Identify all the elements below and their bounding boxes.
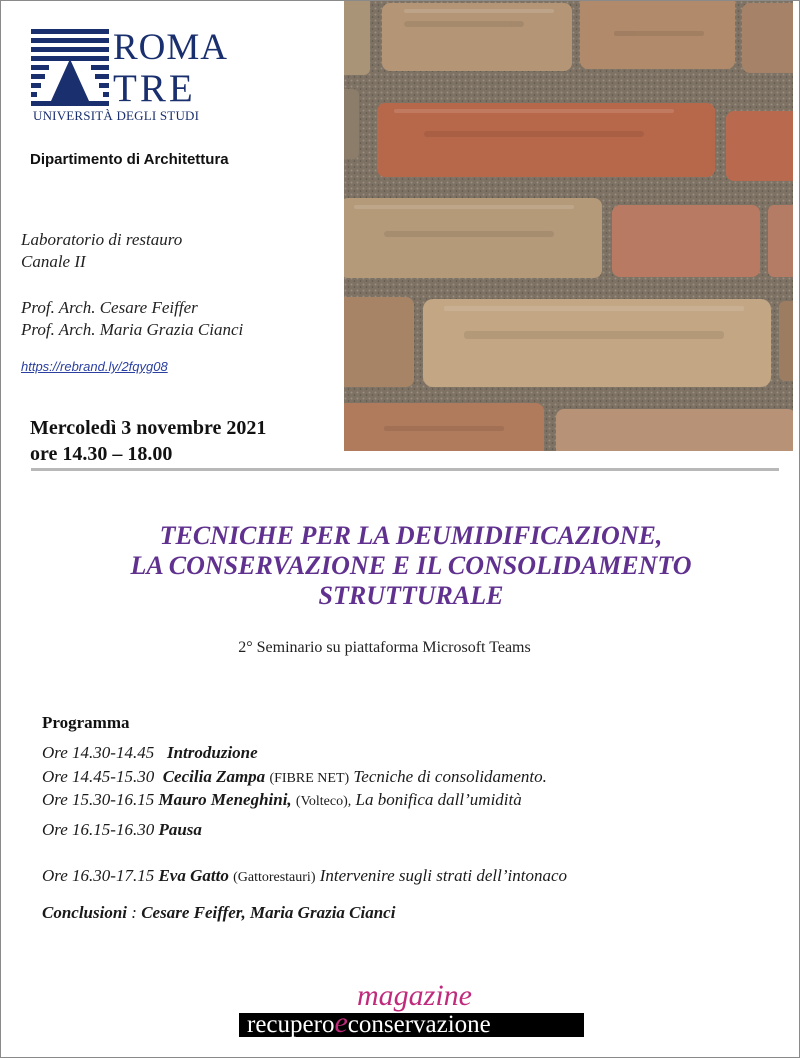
lab-channel: Canale II (21, 252, 86, 271)
item-time: Ore 16.15-16.30 (42, 820, 155, 839)
conclusions-names: Cesare Feiffer, Maria Grazia Cianci (141, 903, 396, 922)
conclusions (42, 903, 395, 923)
department-name: Dipartimento di Architettura (30, 151, 229, 168)
programme-item (42, 743, 258, 763)
event-day: Mercoledì 3 novembre 2021 (30, 417, 267, 439)
item-time: Ore 16.30-17.15 (42, 866, 155, 885)
logo-tre-text: TRE (113, 67, 196, 110)
teams-link[interactable]: https://rebrand.ly/2fqyg08 (21, 359, 168, 374)
item-company: (Volteco), (295, 794, 352, 809)
professor-2: Prof. Arch. Maria Grazia Cianci (21, 320, 244, 339)
lab-name: Laboratorio di restauro (21, 230, 183, 249)
magazine-part-e: e (334, 1006, 348, 1039)
item-time: Ore 14.30-14.45 (42, 743, 155, 762)
section-divider (31, 468, 779, 471)
programme-item (42, 820, 202, 840)
magazine-part-conservazione: conservazione (347, 1011, 491, 1038)
item-time: Ore 14.45-15.30 (42, 767, 155, 786)
item-time: Ore 15.30-16.15 (42, 790, 155, 809)
logo-university-text: UNIVERSITÀ DEGLI STUDI (33, 108, 200, 123)
item-topic: Tecniche di consolidamento. (353, 767, 547, 786)
item-topic: La bonifica dall’umidità (355, 790, 522, 809)
conclusions-separator: : (127, 903, 142, 922)
programme-heading: Programma (42, 713, 130, 732)
roma-tre-emblem-icon (31, 29, 109, 107)
programme-item (42, 790, 522, 810)
item-speaker: Mauro Meneghini, (158, 790, 292, 809)
item-company: (FIBRE NET) (269, 771, 350, 786)
logo-roma-text: ROMA (113, 27, 229, 68)
brick-wall-photo (344, 1, 793, 451)
programme-item (42, 767, 547, 787)
lab-info (21, 229, 182, 273)
event-time: ore 14.30 – 18.00 (30, 443, 173, 465)
title-line-2: LA CONSERVAZIONE E IL CONSOLIDAMENTO (130, 551, 692, 580)
programme-item (42, 866, 567, 886)
magazine-title (247, 1006, 491, 1039)
title-line-3: STRUTTURALE (318, 581, 504, 610)
item-speaker: Introduzione (166, 743, 258, 762)
magazine-part-recupero: recupero (247, 1011, 335, 1038)
event-date (30, 415, 266, 467)
item-company: (Gattorestauri) (233, 870, 316, 885)
recupero-conservazione-logo (239, 979, 584, 1049)
magazine-word: magazine (357, 979, 472, 1012)
item-speaker: Cecilia Zampa (162, 767, 266, 786)
item-speaker: Pausa (158, 820, 202, 839)
professor-1: Prof. Arch. Cesare Feiffer (21, 298, 198, 317)
seminar-title (41, 521, 781, 611)
seminar-subtitle: 2° Seminario su piattaforma Microsoft Teams (238, 639, 531, 656)
professors (21, 297, 243, 341)
item-speaker: Eva Gatto (158, 866, 229, 885)
title-line-1: TECNICHE PER LA DEUMIDIFICAZIONE, (159, 521, 663, 550)
item-topic: Intervenire sugli strati dell’intonaco (319, 866, 567, 885)
brick-wall-image (344, 1, 793, 451)
roma-tre-logo (31, 27, 229, 127)
conclusions-label: Conclusioni (42, 903, 128, 922)
